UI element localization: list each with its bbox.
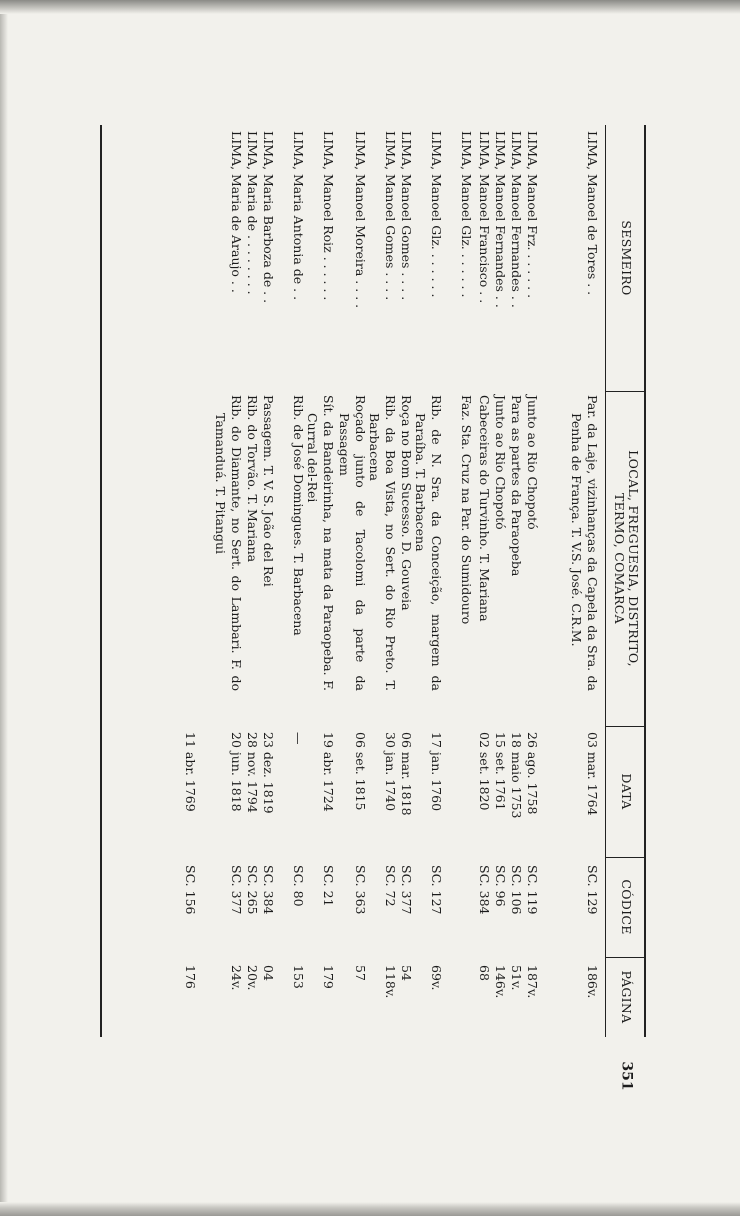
cell-codice: SC. 72 xyxy=(383,865,398,907)
cell-codice: SC. 384 xyxy=(261,865,276,915)
cell-pagina: 24v. xyxy=(229,965,244,991)
cell-pagina: 51v. xyxy=(509,965,524,991)
cell-codice: SC. 363 xyxy=(353,865,368,915)
header-local-line1: LOCAL, FREGUESIA, DISTRITO, xyxy=(626,450,641,667)
cell-codice: SC. 377 xyxy=(229,865,244,915)
cell-sesmeiro: LIMA, Manoel Glz. . . . . . . xyxy=(429,131,444,298)
book-spine-shadow xyxy=(0,0,8,1216)
cell-local: Roçado junto de Tacolomi da parte da Passagem xyxy=(337,395,368,691)
cell-codice: SC. 119 xyxy=(525,865,540,915)
header-local-line2: TERMO, COMARCA xyxy=(612,493,627,624)
cell-sesmeiro: LIMA, Manoel Francisco . . xyxy=(477,131,492,304)
cell-local: Faz. Sta. Cruz na Par. do Sumidouro xyxy=(459,395,474,625)
cell-data: 11 abr. 1769 xyxy=(183,732,198,812)
table-bottom-rule xyxy=(100,125,102,1037)
cell-codice: SC. 156 xyxy=(183,865,198,915)
cell-sesmeiro: LIMA, Manoel Moreira . . . . xyxy=(353,131,368,309)
cell-sesmeiro: LIMA, Manoel Frz. . . . . . . xyxy=(525,131,540,299)
cell-codice: SC. 384 xyxy=(477,865,492,915)
cell-local: Rib. de N. Sra. da Conceição, margem da Paraíba. T. Barbacena xyxy=(413,395,444,691)
cell-data: 15 set. 1761 xyxy=(493,732,508,811)
cell-pagina: 57 xyxy=(353,965,368,981)
cell-codice: SC. 96 xyxy=(493,865,508,907)
header-codice: CÓDICE xyxy=(619,879,634,935)
cell-codice: SC. 106 xyxy=(509,865,524,915)
cell-data: 06 set. 1815 xyxy=(353,732,368,811)
cell-local: Para as partes da Paraopeba xyxy=(509,395,524,577)
cell-local: Rib. de José Domingues. T. Barbacena xyxy=(291,395,306,636)
cell-local: Rib. do Diamante, no Sert. do Lambari. F. do Tamanduá. T. Pitangui xyxy=(213,395,244,691)
cell-local: Junto ao Rio Chopotó xyxy=(525,395,540,530)
cell-data: 28 nov. 1794 xyxy=(245,732,260,813)
cell-data: 19 abr. 1724 xyxy=(321,732,336,812)
cell-data: 30 jan. 1740 xyxy=(383,732,398,812)
cell-data: 20 jun. 1818 xyxy=(229,732,244,812)
cell-local: Roça no Bom Sucesso. D. Gouveia xyxy=(399,395,414,611)
cell-pagina: 69v. xyxy=(429,965,444,991)
page-number: 351 xyxy=(618,1061,635,1091)
cell-sesmeiro: LIMA, Manoel Glz. . . . . . . xyxy=(459,131,474,298)
page-bottom-edge xyxy=(0,1202,740,1216)
sesmarias-table xyxy=(100,125,646,1037)
cell-pagina: 153 xyxy=(291,965,306,989)
cell-sesmeiro: LIMA, Maria de . . . . . . . . xyxy=(245,131,260,295)
cell-pagina: 186v. xyxy=(585,965,600,999)
rotated-table-frame xyxy=(100,125,646,1037)
cell-sesmeiro: LIMA, Maria Barboza de . . xyxy=(261,131,276,304)
cell-data: 17 jan. 1760 xyxy=(429,732,444,812)
cell-data: 26 ago. 1758 xyxy=(525,732,540,815)
cell-local: Sít. da Bandeirinha, na mata da Paraopeba. F. Curral del-Rei xyxy=(305,395,336,691)
cell-sesmeiro: LIMA, Maria de Araujo . . xyxy=(229,131,244,293)
header-data: DATA xyxy=(619,773,634,810)
cell-codice: SC. 265 xyxy=(245,865,260,915)
cell-codice: SC. 377 xyxy=(399,865,414,915)
cell-sesmeiro: LIMA, Manoel Fernandes . . xyxy=(493,131,508,308)
cell-pagina: 146v. xyxy=(493,965,508,999)
cell-data: — xyxy=(291,732,306,745)
cell-pagina: 118v. xyxy=(383,965,398,999)
cell-data: 18 maio 1753 xyxy=(509,732,524,819)
page-top-edge xyxy=(0,0,740,14)
cell-data: 02 set. 1820 xyxy=(477,732,492,811)
header-sesmeiro: SESMEIRO xyxy=(619,220,634,296)
cell-pagina: 04 xyxy=(261,965,276,981)
cell-data: 03 mar. 1764 xyxy=(585,732,600,816)
cell-sesmeiro: LIMA, Manoel Gomes . . . . xyxy=(399,131,414,301)
cell-codice: SC. 80 xyxy=(291,865,306,907)
cell-sesmeiro: LIMA, Manoel de Tores . . xyxy=(585,131,600,296)
cell-pagina: 68 xyxy=(477,965,492,981)
cell-local: Junto ao Rio Chopotó xyxy=(493,395,508,530)
cell-data: 06 mar. 1818 xyxy=(399,732,414,816)
cell-pagina: 179 xyxy=(321,965,336,989)
cell-local: Cabeceiras do Turvinho. T. Mariana xyxy=(477,395,492,622)
header-local xyxy=(606,391,646,726)
cell-sesmeiro: LIMA, Manoel Fernandes . . xyxy=(509,131,524,308)
cell-local: Par. da Laje, vizinhanças da Capela da Sra. da Penha de França. T. V.S. José. C.R.M. xyxy=(569,395,600,691)
cell-codice: SC. 21 xyxy=(321,865,336,907)
cell-codice: SC. 129 xyxy=(585,865,600,915)
cell-local: Rib. do Torvão. T. Mariana xyxy=(245,395,260,563)
cell-sesmeiro: LIMA, Manoel Gomes . . . . xyxy=(383,131,398,301)
header-pagina: PÁGINA xyxy=(619,970,634,1024)
cell-sesmeiro: LIMA, Maria Antonia de . . xyxy=(291,131,306,301)
cell-sesmeiro: LIMA, Manoel Roiz . . . . . . xyxy=(321,131,336,301)
cell-pagina: 54 xyxy=(399,965,414,981)
cell-pagina: 187v. xyxy=(525,965,540,999)
cell-local: Rib. da Boa Vista, no Sert. do Rio Preto. T. Barbacena xyxy=(367,395,398,691)
cell-codice: SC. 127 xyxy=(429,865,444,915)
cell-data: 23 dez. 1819 xyxy=(261,732,276,814)
cell-pagina: 176 xyxy=(183,965,198,989)
cell-local: Passagem. T. V. S. João del Rei xyxy=(261,395,276,587)
cell-pagina: 20v. xyxy=(245,965,260,991)
